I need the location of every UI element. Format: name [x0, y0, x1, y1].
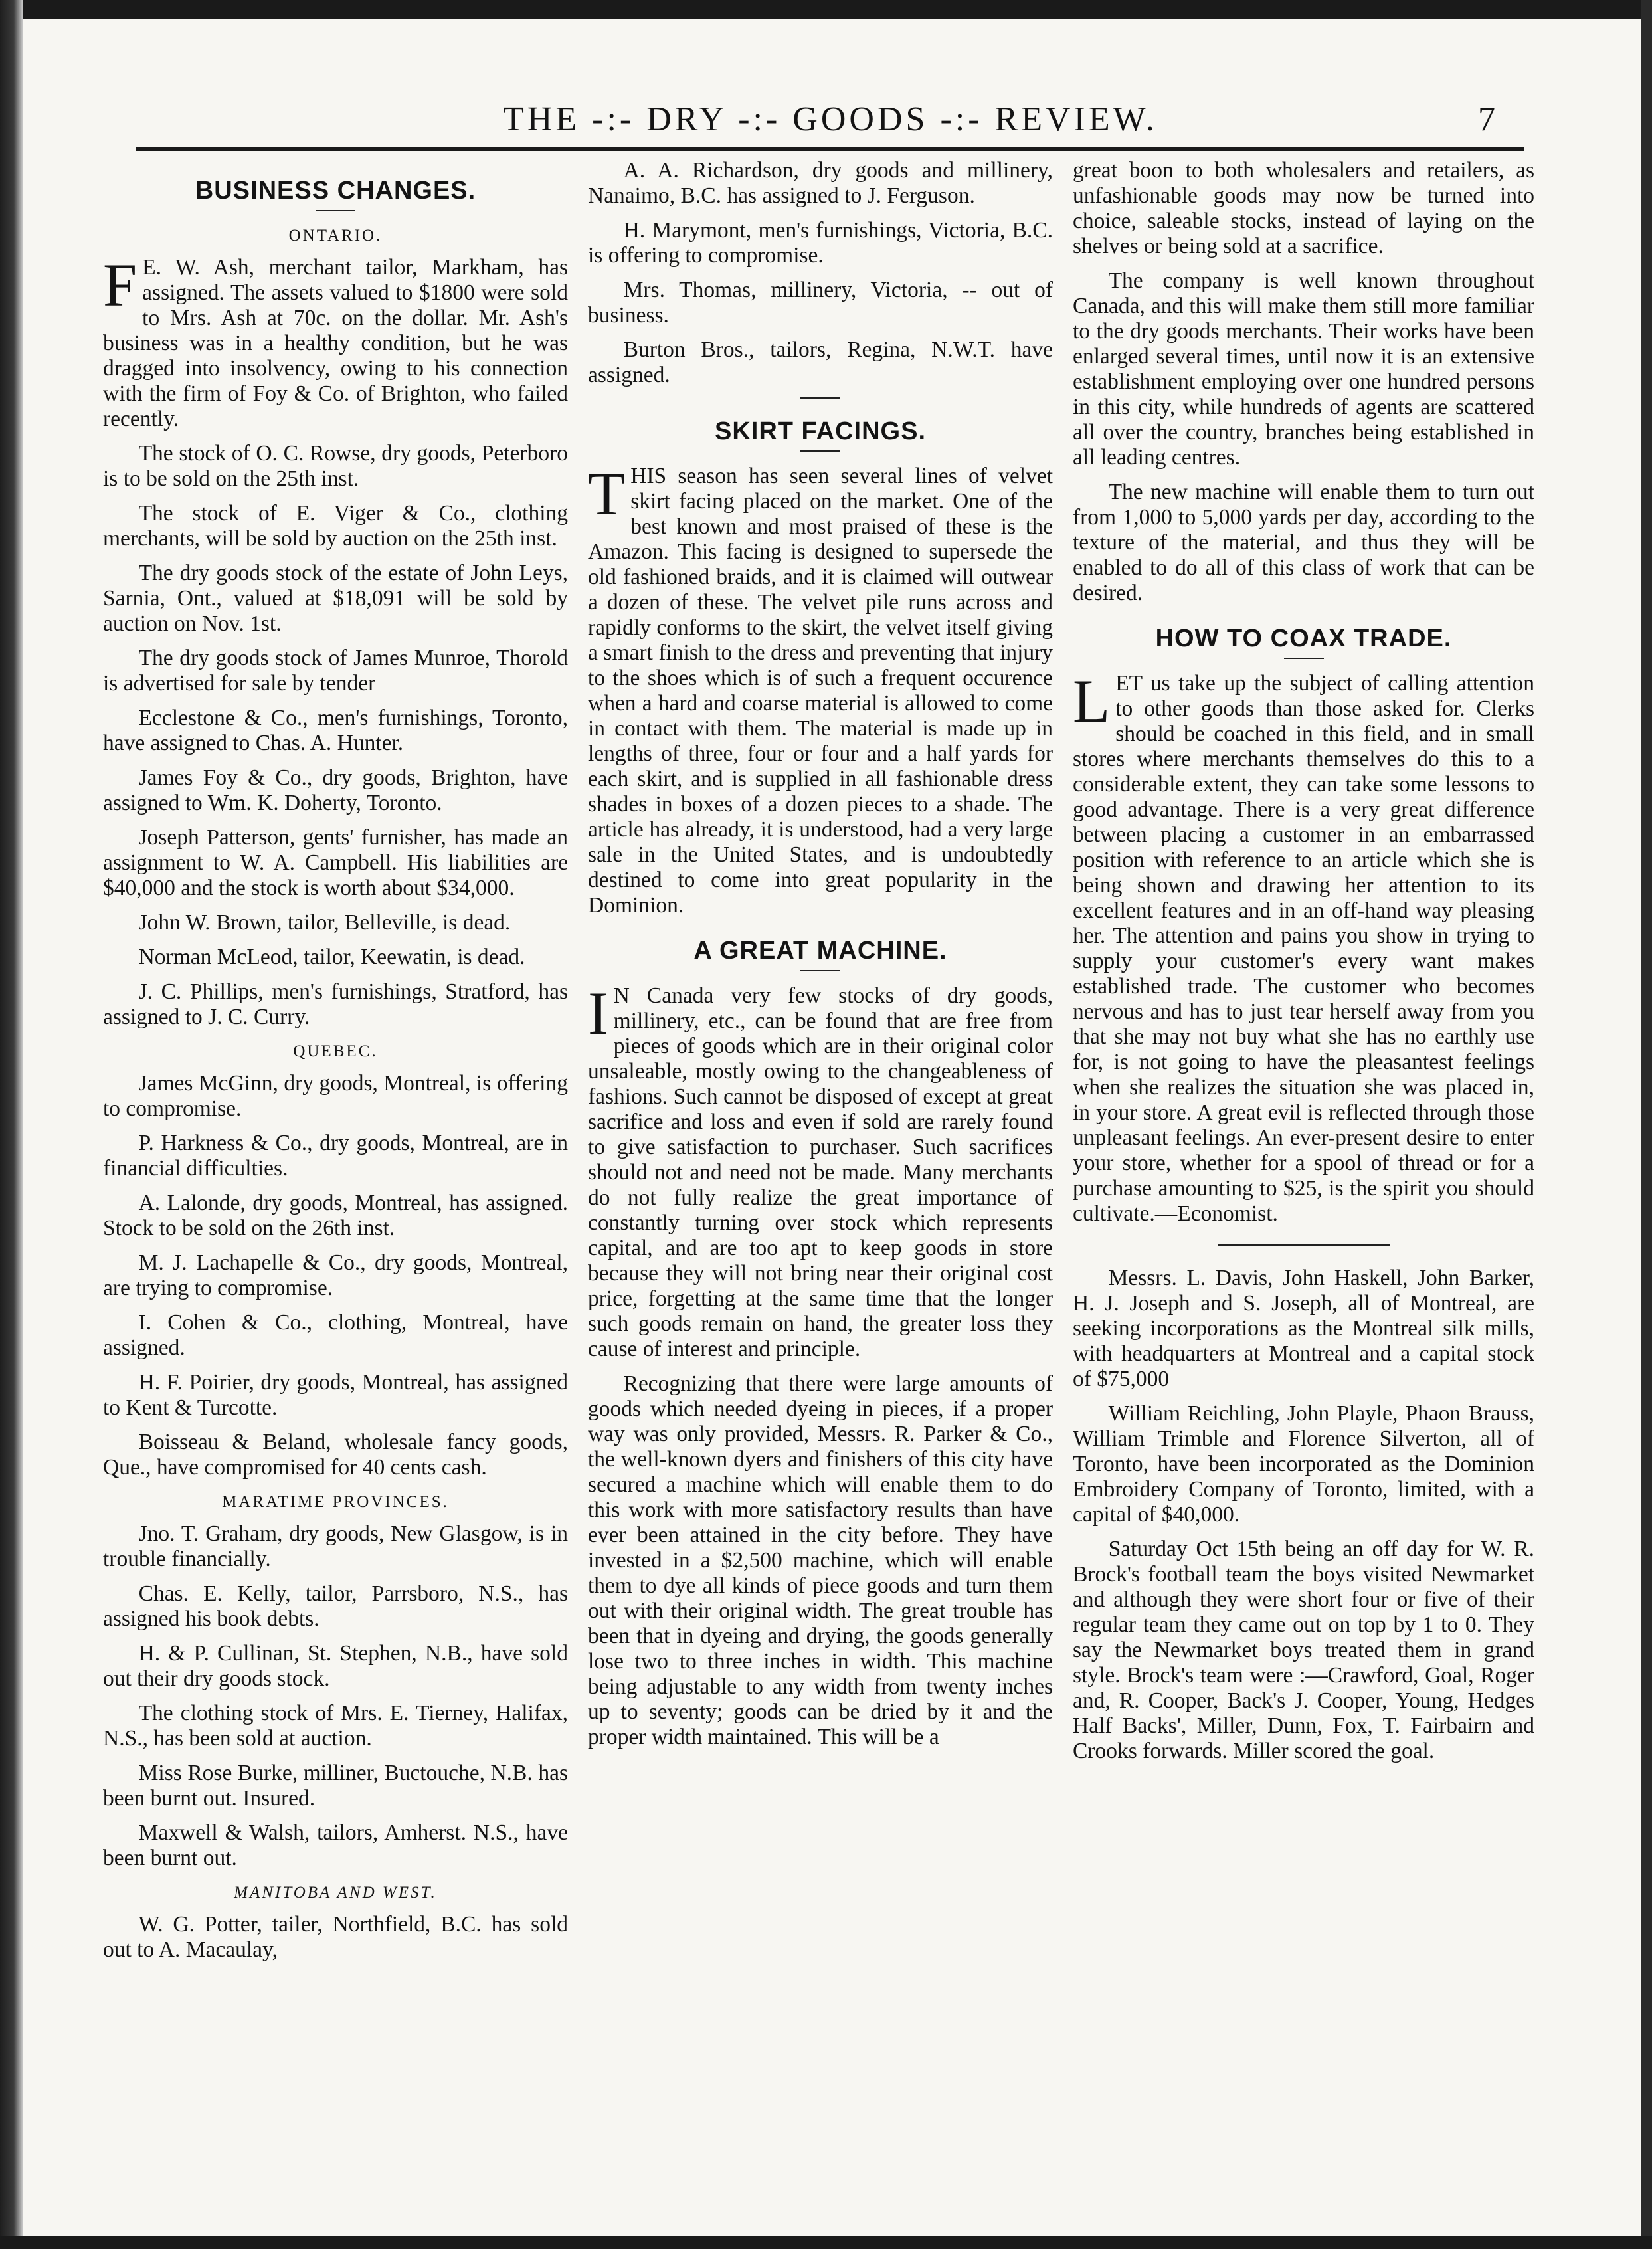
title-dash: [800, 450, 840, 452]
news-item: The dry goods stock of the estate of John Leys, Sarnia, Ont., valued at $18,091 will be sold by auction on Nov. 1st.: [103, 561, 568, 636]
news-item: Ecclestone & Co., men's furnishings, Toronto, have assigned to Chas. A. Hunter.: [103, 706, 568, 755]
news-item: The dry goods stock of James Munroe, Thorold is advertised for sale by tender: [103, 646, 568, 696]
machine-continued-paragraph: great boon to both wholesalers and retailers, as unfashionable goods may now be turned into choice, saleable stocks, instead of laying on the shelves or being sold at a sacrifice.: [1073, 158, 1534, 258]
skirt-facings-article: THIS season has seen several lines of velvet skirt facing placed on the market. One of the best known and most praised of these is the Amazon. This facing is designed to supersede the old fashioned braids, and it is claimed will outwear a dozen of these. The velvet pile runs across and rapidly conforms to the skirt, the velvet itself giving a smart finish to the dress and preventing that injury to the shoes which is of such a frequent occurence when a hard and coarse material is allowed to come in contact with them. The material is made up in lengths of three, four or four and a half yards for each skirt, and is supplied in all fashionable dress shades in boxes of a dozen pieces to a shade. The article has already, it is understood, had a very large sale in the United States, and is undoubtedly destined to come into great popularity in the Dominion.: [588, 460, 1053, 918]
news-item: W. G. Potter, tailer, Northfield, B.C. has sold out to A. Macaulay,: [103, 1912, 568, 1962]
subheading-ontario: ONTARIO.: [288, 227, 383, 244]
title-dash: [316, 210, 355, 211]
news-item: Joseph Patterson, gents' furnisher, has made an assignment to W. A. Campbell. His liabilities are $40,000 and the stock is worth about $34,000.: [103, 825, 568, 900]
news-item: Jno. T. Graham, dry goods, New Glasgow, is in trouble financially.: [103, 1521, 568, 1571]
bottom-border: [0, 2236, 1652, 2249]
news-item: Mrs. Thomas, millinery, Victoria, -- out of business.: [588, 278, 1053, 328]
news-item: A. A. Richardson, dry goods and millinery, Nanaimo, B.C. has assigned to J. Ferguson.: [588, 158, 1053, 208]
subheading-quebec: QUEBEC.: [293, 1042, 378, 1060]
header-rule: [136, 147, 1524, 151]
machine-continued-paragraph: The new machine will enable them to turn out from 1,000 to 5,000 yards per day, according to the texture of the material, and thus they will be enabled to do all of this class of work that can be desired.: [1073, 480, 1534, 605]
news-item: Norman McLeod, tailor, Keewatin, is dead.: [138, 945, 525, 969]
left-scan-edge: [0, 0, 23, 2249]
news-item: J. C. Phillips, men's furnishings, Stratford, has assigned to J. C. Curry.: [103, 979, 568, 1029]
news-item: M. J. Lachapelle & Co., dry goods, Montreal, are trying to compromise.: [103, 1250, 568, 1300]
news-item: P. Harkness & Co., dry goods, Montreal, are in financial difficulties.: [103, 1131, 568, 1181]
masthead: THE -:- DRY -:- GOODS -:- REVIEW.: [503, 100, 1158, 138]
top-border: [0, 0, 1652, 19]
column-2: [588, 158, 1053, 2191]
news-item: I. Cohen & Co., clothing, Montreal, have assigned.: [103, 1310, 568, 1360]
subheading-manitoba: MANITOBA AND WEST.: [234, 1884, 437, 1902]
article-divider: [1218, 1244, 1390, 1246]
section-title-business-changes: BUSINESS CHANGES.: [195, 177, 476, 205]
ontario-lead-paragraph: F E. W. Ash, merchant tailor, Markham, has assigned. The assets valued to $1800 were sold to Mrs. Ash at 70c. on the dollar. Mr. Ash's business was in a healthy condition, but he was dragged into insolvency, owing to his connection with the firm of Foy & Co. of Brighton, who failed recently.: [103, 251, 568, 431]
news-item: Burton Bros., tailors, Regina, N.W.T. have assigned.: [588, 338, 1053, 387]
news-item: A. Lalonde, dry goods, Montreal, has assigned. Stock to be sold on the 26th inst.: [103, 1191, 568, 1240]
page-number: 7: [1478, 100, 1495, 138]
column-1: [103, 158, 568, 2191]
news-item: H. & P. Cullinan, St. Stephen, N.B., have sold out their dry goods stock.: [103, 1641, 568, 1691]
news-item: Boisseau & Beland, wholesale fancy goods, Que., have compromised for 40 cents cash.: [103, 1430, 568, 1480]
column-3: [1073, 158, 1534, 2191]
news-item: The stock of O. C. Rowse, dry goods, Peterboro is to be sold on the 25th inst.: [103, 441, 568, 491]
news-item: James Foy & Co., dry goods, Brighton, have assigned to Wm. K. Doherty, Toronto.: [103, 765, 568, 815]
section-title-how-to-coax-trade: HOW TO COAX TRADE.: [1155, 625, 1452, 652]
section-title-great-machine: A GREAT MACHINE.: [693, 937, 947, 965]
title-dash: [800, 970, 840, 971]
section-title-skirt-facings: SKIRT FACINGS.: [714, 417, 927, 445]
coax-trade-article: LET us take up the subject of calling attention to other goods than those asked for. Clerks should be coached in this field, and in small stores where merchants themselves do this to a considerable extent, they can take some lessons to good advantage. There is a very great difference between placing a customer in an embarrassed position with reference to an article which she is being shown and drawing her attention to its excellent features and in an off-hand way pleasing her. The attention and pains you show in trying to supply your customer's every want makes established trade. The customer who becomes nervous and has to just tear herself away from you that she may not buy what she has no earthly use for, is not going to have the pleasantest feelings when she realizes the situation she was placed in, in your store. A great evil is reflected through those unpleasant feelings. An ever-present desire to enter your store, whether for a spool of thread or for a purchase amounting to $25, is the spirit you should cultivate.—Economist.: [1073, 667, 1534, 1226]
news-item: The clothing stock of Mrs. E. Tierney, Halifax, N.S., has been sold at auction.: [103, 1701, 568, 1751]
great-machine-paragraph-2: Recognizing that there were large amounts of goods which needed dyeing in pieces, if a proper way was only provided, Messrs. R. Parker & Co., the well-known dyers and finishers of this city have secured a machine which will enable them to do this work with more satisfactory results than have ever been attained in the city before. They have invested in a $2,500 machine, which will enable them to dye all kinds of piece goods and turn them out with their original width. The great trouble has been that in dyeing and drying, the goods generally lose two to three inches in width. This machine being adjustable to any width from twenty inches up to seventy; goods can be dried by it and the proper width maintained. This will be a: [588, 1371, 1053, 1749]
news-item: H. F. Poirier, dry goods, Montreal, has assigned to Kent & Turcotte.: [103, 1370, 568, 1420]
subheading-maritime: MARATIME PROVINCES.: [222, 1493, 449, 1511]
drop-cap: I: [588, 979, 608, 1047]
drop-cap: T: [588, 460, 626, 528]
drop-cap: L: [1073, 667, 1111, 735]
news-note: Messrs. L. Davis, John Haskell, John Barker, H. J. Joseph and S. Joseph, all of Montreal, are seeking incorporations as the Montreal silk mills, with headquarters at Montreal and a capital stock of $75,000: [1073, 1266, 1534, 1391]
news-note: William Reichling, John Playle, Phaon Brauss, William Trimble and Florence Silverton, all of Toronto, have been incorporated as the Dominion Embroidery Company of Toronto, limited, with a capital of $40,000.: [1073, 1401, 1534, 1527]
machine-continued-paragraph: The company is well known throughout Canada, and this will make them still more familiar to the dry goods merchants. Their works have been enlarged several times, until now it is an extensive establishment employing over one hundred persons in this city, while hundreds of agents are scattered all over the country, branches being established in all leading centres.: [1073, 268, 1534, 470]
news-item: The stock of E. Viger & Co., clothing merchants, will be sold by auction on the 25th inst.: [103, 501, 568, 551]
news-item: H. Marymont, men's furnishings, Victoria, B.C. is offering to compromise.: [588, 218, 1053, 268]
drop-cap: F: [103, 251, 138, 319]
right-scan-edge: [1641, 0, 1652, 2249]
title-dash: [1284, 658, 1324, 659]
news-note: Saturday Oct 15th being an off day for W. R. Brock's football team the boys visited Newmarket and although they were short four or five of their regular team they came out on top by 1 to 0. They say the Newmarket boys treated them in grand style. Brock's team were :—Crawford, Goal, Roger and, R. Cooper, Back's J. Cooper, Young, Hedges Half Backs', Miller, Dunn, Fox, T. Fairbairn and Crooks forwards. Miller scored the goal.: [1073, 1537, 1534, 1763]
great-machine-paragraph-1: I N Canada very few stocks of dry goods, millinery, etc., can be found that are free from pieces of goods which are in their original color unsaleable, mostly owing to the changeableness of fashions. Such cannot be disposed of except at great sacrifice and loss and even if sold are rarely found to give satisfaction to purchaser. Such sacrifices should not and need not be made. Many merchants do not fully realize the great importance of constantly turning over stock which represents capital, and are too apt to keep goods in store because they will not bring near their original cost price, forgetting at the same time that the longer such goods remain on hand, the greater loss they cause of interest and principle.: [588, 979, 1053, 1361]
section-dash: [800, 397, 840, 399]
news-item: John W. Brown, tailor, Belleville, is dead.: [138, 910, 511, 935]
news-item: Miss Rose Burke, milliner, Buctouche, N.B. has been burnt out. Insured.: [103, 1761, 568, 1810]
news-item: Chas. E. Kelly, tailor, Parrsboro, N.S., has assigned his book debts.: [103, 1581, 568, 1631]
news-item: Maxwell & Walsh, tailors, Amherst. N.S., have been burnt out.: [103, 1820, 568, 1870]
news-item: James McGinn, dry goods, Montreal, is offering to compromise.: [103, 1071, 568, 1121]
